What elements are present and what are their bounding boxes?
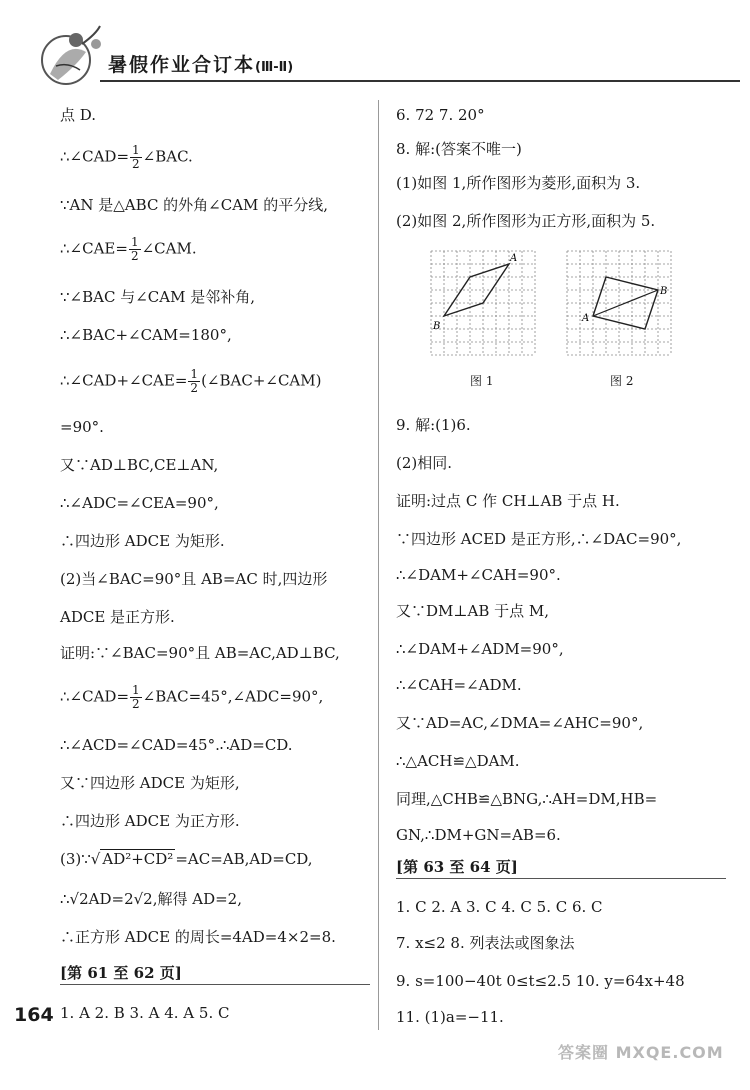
column-divider	[378, 100, 379, 1030]
answer-line: =90°.	[60, 418, 104, 436]
square-root: √ AD²+CD²	[90, 850, 174, 868]
watermark: 答案圈 MXQE.COM	[558, 1043, 724, 1062]
section-header: [第 63 至 64 页]	[396, 858, 518, 876]
text-run: (3)∵	[60, 850, 91, 868]
answer-line	[60, 848, 313, 870]
answer-line: 6. 72 7. 20°	[396, 106, 485, 124]
section-rule	[60, 984, 370, 985]
answer-line: 证明:∵∠BAC=90°且 AB=AC,AD⊥BC,	[60, 644, 340, 662]
text-run: ∠CAM.	[141, 239, 197, 258]
answer-line: ∴√2AD=2√2,解得 AD=2,	[60, 890, 242, 908]
answer-line: 11. (1)a=−11.	[396, 1008, 504, 1026]
answer-line	[60, 236, 197, 263]
answer-line: 7. x≤2 8. 列表法或图象法	[396, 934, 575, 952]
answer-line: ∴正方形 ADCE 的周长=4AD=4×2=8.	[60, 928, 336, 946]
answer-line: ∴△ACH≌△DAM.	[396, 752, 520, 770]
answer-line: 9. 解:(1)6.	[396, 416, 471, 434]
answer-line: ∴∠CAH=∠ADM.	[396, 676, 522, 694]
answer-line: (1)如图 1,所作图形为菱形,面积为 3.	[396, 174, 641, 192]
section-rule	[396, 878, 726, 879]
text-run: =AC=AB,AD=CD,	[175, 850, 313, 868]
answer-line: (2)相同.	[396, 454, 453, 472]
fraction-denominator: 2	[132, 697, 140, 711]
answer-line: 证明:过点 C 作 CH⊥AB 于点 H.	[396, 492, 620, 510]
fraction-numerator: 1	[132, 143, 140, 157]
answer-line	[60, 368, 321, 395]
fraction	[129, 236, 141, 263]
vertex-label-a: A	[582, 313, 590, 324]
page-header	[0, 0, 750, 100]
answer-line: ∴四边形 ADCE 为矩形.	[60, 532, 225, 550]
text-run: ∴∠CAD+∠CAE=	[60, 371, 188, 390]
book-title-text: 暑假作业合订本	[108, 54, 256, 76]
header-rule	[100, 80, 740, 82]
answer-line: 1. A 2. B 3. A 4. A 5. C	[60, 1004, 230, 1022]
vertex-label-a: A	[510, 253, 518, 264]
text-run: ∴∠CAE=	[60, 239, 128, 258]
figure-2-square	[564, 248, 674, 358]
fraction-denominator: 2	[132, 157, 140, 171]
book-logo-icon	[36, 22, 106, 92]
fraction	[130, 144, 142, 171]
answer-line: ∴∠BAC+∠CAM=180°,	[60, 326, 232, 344]
answer-line: ∵∠BAC 与∠CAM 是邻补角,	[60, 288, 255, 306]
answer-line: 8. 解:(答案不唯一)	[396, 140, 522, 158]
answer-line: (2)当∠BAC=90°且 AB=AC 时,四边形	[60, 570, 328, 588]
answer-line: ∴∠DAM+∠CAH=90°.	[396, 566, 561, 584]
page-number: 164	[14, 1004, 54, 1026]
book-title	[108, 50, 293, 77]
volume-label: (Ⅲ-Ⅱ)	[255, 60, 294, 75]
answer-line: ∵四边形 ACED 是正方形,∴∠DAC=90°,	[396, 530, 682, 548]
answer-line: ∴∠ADC=∠CEA=90°,	[60, 494, 219, 512]
figure-2-caption: 图 2	[610, 374, 634, 388]
answer-line: 同理,△CHB≌△BNG,∴AH=DM,HB=	[396, 790, 658, 808]
fraction-denominator: 2	[190, 381, 199, 395]
fraction-numerator: 1	[130, 235, 139, 249]
answer-line	[60, 684, 323, 711]
section-header: [第 61 至 62 页]	[60, 964, 182, 982]
figure-1-caption: 图 1	[470, 374, 494, 388]
answer-line: ∴∠ACD=∠CAD=45°.∴AD=CD.	[60, 736, 293, 754]
fraction-numerator: 1	[132, 683, 140, 697]
answer-line: 点 D.	[60, 106, 97, 124]
answer-line: 又∵AD=AC,∠DMA=∠AHC=90°,	[396, 714, 644, 732]
radicand: AD²+CD²	[102, 850, 174, 868]
vertex-label-b: B	[433, 321, 441, 332]
text-run: (∠BAC+∠CAM)	[201, 371, 322, 390]
vertex-label-b: B	[660, 286, 668, 297]
answer-line: ∴四边形 ADCE 为正方形.	[60, 812, 240, 830]
answer-line: ∵AN 是△ABC 的外角∠CAM 的平分线,	[60, 196, 328, 214]
text-run: ∴∠CAD=	[60, 147, 130, 166]
fraction	[130, 684, 142, 711]
answer-line: 1. C 2. A 3. C 4. C 5. C 6. C	[396, 898, 603, 916]
answer-line: ADCE 是正方形.	[60, 608, 175, 626]
fraction-denominator: 2	[130, 249, 139, 263]
answer-line: 9. s=100−40t 0≤t≤2.5 10. y=64x+48	[396, 972, 685, 990]
answer-line	[60, 144, 193, 171]
text-run: ∠BAC.	[142, 147, 193, 166]
answer-line: 又∵四边形 ADCE 为矩形,	[60, 774, 240, 792]
answer-line: ∴∠DAM+∠ADM=90°,	[396, 640, 564, 658]
answer-line: 又∵DM⊥AB 于点 M,	[396, 602, 550, 620]
answer-line: (2)如图 2,所作图形为正方形,面积为 5.	[396, 212, 656, 230]
fraction-numerator: 1	[190, 367, 199, 381]
answer-line: 又∵AD⊥BC,CE⊥AN,	[60, 456, 219, 474]
fraction	[188, 368, 200, 395]
figure-1-rhombus	[428, 248, 538, 358]
answer-line: GN,∴DM+GN=AB=6.	[396, 826, 561, 844]
text-run: ∠BAC=45°,∠ADC=90°,	[142, 687, 324, 706]
text-run: ∴∠CAD=	[60, 687, 130, 706]
